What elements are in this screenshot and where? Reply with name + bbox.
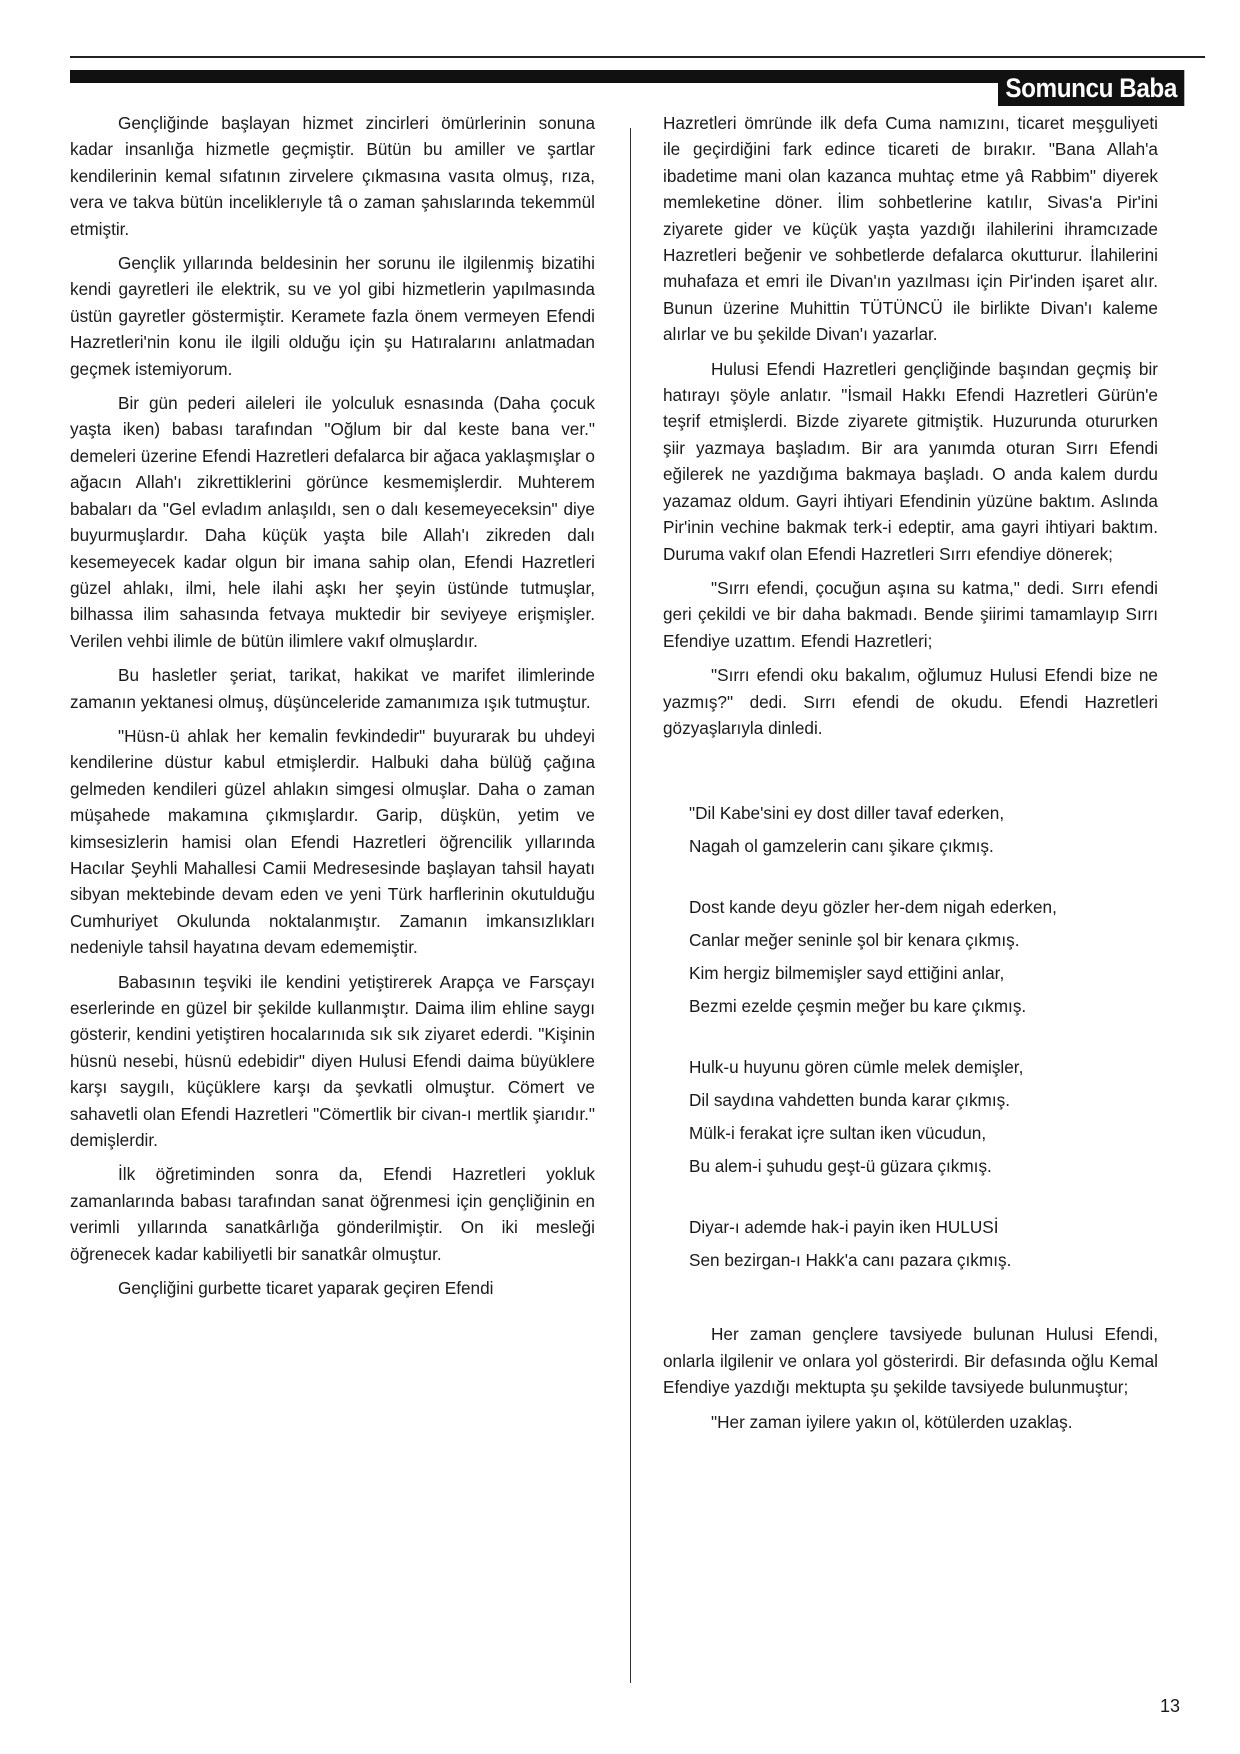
paragraph: "Sırrı efendi, çocuğun aşına su katma," dedi. Sırrı efendi geri çekildi ve bir daha bakmadı. Bende şiirimi tamamlayıp Sırrı Efendiye uzattım. Efendi Hazretleri; bbox=[663, 577, 1158, 651]
column-divider bbox=[630, 128, 631, 1683]
left-column bbox=[70, 110, 595, 1309]
paragraph: Bu hasletler şeriat, tarikat, hakikat ve marifet ilimlerinde zamanın yektanesi olmuş, düşünceleride zamanımıza ışık tutmuştur. bbox=[70, 665, 595, 712]
poem-line: Nagah ol gamzelerin canı şikare çıkmış. bbox=[689, 836, 994, 857]
poem bbox=[689, 797, 1158, 1277]
paragraph: Gençlik yıllarında beldesinin her sorunu ile ilgilenmiş bizatihi kendi gayretleri ile elektrik, su ve yol gibi hizmetlerin yapılmasında üstün gayretler göstermiştir. Keramete fazla önem vermeyen Efendi Hazretleri'nin konu ile ilgili olduğu için şu Hatıralarını anlatmadan geçmek istemiyorum. bbox=[70, 253, 595, 379]
poem-line: "Dil Kabe'sini ey dost diller tavaf ederken, bbox=[689, 803, 1005, 824]
poem-line: Bezmi ezelde çeşmin meğer bu kare çıkmış. bbox=[689, 996, 1027, 1017]
poem-line: Hulk-u huyunu gören cümle melek demişler, bbox=[689, 1057, 1024, 1078]
poem-line: Dil saydına vahdetten bunda karar çıkmış. bbox=[689, 1090, 1010, 1111]
poem-line: Canlar meğer seninle şol bir kenara çıkmış. bbox=[689, 930, 1020, 951]
paragraph: İlk öğretiminden sonra da, Efendi Hazretleri yokluk zamanlarında babası tarafından sanat öğrenmesi için gençliğinin en verimli yıllarında sanatkârlığa gönderilmiştir. On iki mesleği öğrenecek kadar kabiliyetli bir sanatkâr olmuştur. bbox=[70, 1164, 595, 1264]
poem-stanza bbox=[689, 891, 1158, 1023]
paragraph: Gençliğinde başlayan hizmet zincirleri ömürlerinin sonuna kadar insanlığa hizmetle geçmiştir. Bütün bu amiller ve şartlar kendilerinin kemal sıfatının zirvelere çıkmasına vasıta olmuş, rıza, vera ve takva bütün inceliklerıyle tâ o zaman şahıslarında tekemmül etmiştir. bbox=[70, 113, 595, 239]
poem-line: Sen bezirgan-ı Hakk'a canı pazara çıkmış. bbox=[689, 1250, 1012, 1271]
paragraph: Her zaman gençlere tavsiyede bulunan Hulusi Efendi, onlarla ilgilenir ve onlara yol gösterirdi. Bir defasında oğlu Kemal Efendiye yazdığı mektupta şu şekilde tavsiyede bulunmuştur; bbox=[663, 1324, 1158, 1398]
poem-line: Mülk-i ferakat içre sultan iken vücudun, bbox=[689, 1123, 987, 1144]
poem-stanza bbox=[689, 797, 1158, 863]
paragraph: Hazretleri ömründe ilk defa Cuma namızını, ticaret meşguliyeti ile geçirdiğini fark edince ticareti de bırakır. "Bana Allah'a ibadetime mani olan kazanca muhtaç etme yâ Rabbim" diyerek memleketine döner. İlim sohbetlerine katılır, Sivas'a Pir'ini ziyarete gider ve küçük yaşta yazdığı ilahilerini ihramcızade Hazretleri beğenir ve sohbetlerde defalarca okutturur. İlahilerini muhafaza et emri ile Divan'ın yazılması için Pir'inden işaret alır. Bunun üzerine Muhittin TÜTÜNCÜ ile birlikte Divan'ı kaleme alırlar ve bu şekilde Divan'ı yazarlar. bbox=[663, 113, 1158, 345]
paragraph: Gençliğini gurbette ticaret yaparak geçiren Efendi bbox=[118, 1278, 494, 1299]
paragraph: Babasının teşviki ile kendini yetiştirerek Arapça ve Farsçayı eserlerinde en güzel bir şekilde kullanmıştır. Daima ilim ehline saygı gösterir, kendini yetiştiren hocalarınıda sık sık ziyaret ederdi. "Kişinin hüsnü nesebi, hüsnü edebidir" diyen Hulusi Efendi daima büyüklere karşı saygılı, küçüklere karşı da şevkatli olmuştur. Cömert ve sahavetli olan Efendi Hazretleri "Cömertlik bir civan-ı mertlik şiarıdır." demişlerdir. bbox=[70, 971, 595, 1151]
poem-stanza bbox=[689, 1051, 1158, 1183]
header-thick-rule bbox=[70, 70, 1000, 83]
header-thin-rule bbox=[70, 56, 1205, 58]
poem-line: Kim hergiz bilmemişler sayd ettiğini anlar, bbox=[689, 963, 1005, 984]
paragraph: "Sırrı efendi oku bakalım, oğlumuz Hulusi Efendi bize ne yazmış?" dedi. Sırrı efendi de okudu. Efendi Hazretleri gözyaşlarıyla dinledi. bbox=[663, 665, 1158, 738]
poem-stanza bbox=[689, 1211, 1158, 1277]
poem-line: Dost kande deyu gözler her-dem nigah ederken, bbox=[689, 897, 1057, 918]
poem-line: Bu alem-i şuhudu geşt-ü güzara çıkmış. bbox=[689, 1156, 992, 1177]
paragraph: Hulusi Efendi Hazretleri gençliğinde başından geçmiş bir hatırayı şöyle anlatır. "İsmail Hakkı Efendi Hazretleri Gürün'e teşrif etmişlerdi. Bizde ziyarete gitmiştik. Huzurunda otururken şiir yazmaya başladım. Bir ara yanımda oturan Sırrı Efendi eğilerek ne yazdığıma bakmaya başladı. O anda kalem durdu yazamaz oldum. Gayri ihtiyari Efendinin yüzüne baktım. Aslında Pir'inin vechine bakmak terk-i edeptir, ama gayri ihtiyari baktım. Duruma vakıf olan Efendi Hazretleri Sırrı efendiye dönerek; bbox=[663, 358, 1158, 564]
masthead: Somuncu Baba bbox=[998, 70, 1184, 106]
page-number: 13 bbox=[1160, 1696, 1181, 1716]
paragraph: "Her zaman iyilere yakın ol, kötülerden uzaklaş. bbox=[711, 1411, 1073, 1432]
paragraph: "Hüsn-ü ahlak her kemalin fevkindedir" buyurarak bu uhdeyi kendilerine düstur kabul etmişlerdir. Halbuki daha bülüğ çağına gelmeden kendileri güzel ahlakın simgesi olmuşlar. Daha o zaman müşahede makamına çıkmışlardır. Garip, düşkün, yetim ve kimsesizlerin hamisi olan Efendi Hazretleri öğrencilik yıllarında Hacılar Şeyhli Mahallesi Camii Medresesinde başlayan tahsil hayatı sibyan mektebinde devam eden ve yeni Türk harflerinin okutulduğu Cumhuriyet Okulunda noktalanmıştır. Zamanın imkansızlıkları nedeniyle tahsil hayatına devam edememiştir. bbox=[70, 725, 595, 958]
paragraph: Bir gün pederi aileleri ile yolculuk esnasında (Daha çocuk yaşta iken) babası tarafından "Oğlum bir dal keste bana ver." demeleri üzerine Efendi Hazretleri defalarca bir ağaca yaklaşmışlar o ağacın Allah'ı zikrettiklerini görünce kesmemişlerdir. Muhterem babaları da "Gel evladım anlaşıldı, sen o dalı kesemeyeceksin" diye buyurmuşlardır. Daha küçük yaşta bile Allah'ı zikreden dalı kesemeyecek kadar olgun bir imana sahip olan, Efendi Hazretleri güzel ahlakı, ilmi, hele ilahi aşkı her şeyin üstünde tutmuşlar, bilhassa ilim sahasında fetvaya muktedir bir seviyeye erişmişler. Verilen vehbi ilimle de bütün ilimlere vakıf olmuşlardır. bbox=[70, 393, 595, 651]
right-column bbox=[663, 110, 1158, 1443]
poem-line: Diyar-ı ademde hak-i payin iken HULUSİ bbox=[689, 1217, 999, 1238]
